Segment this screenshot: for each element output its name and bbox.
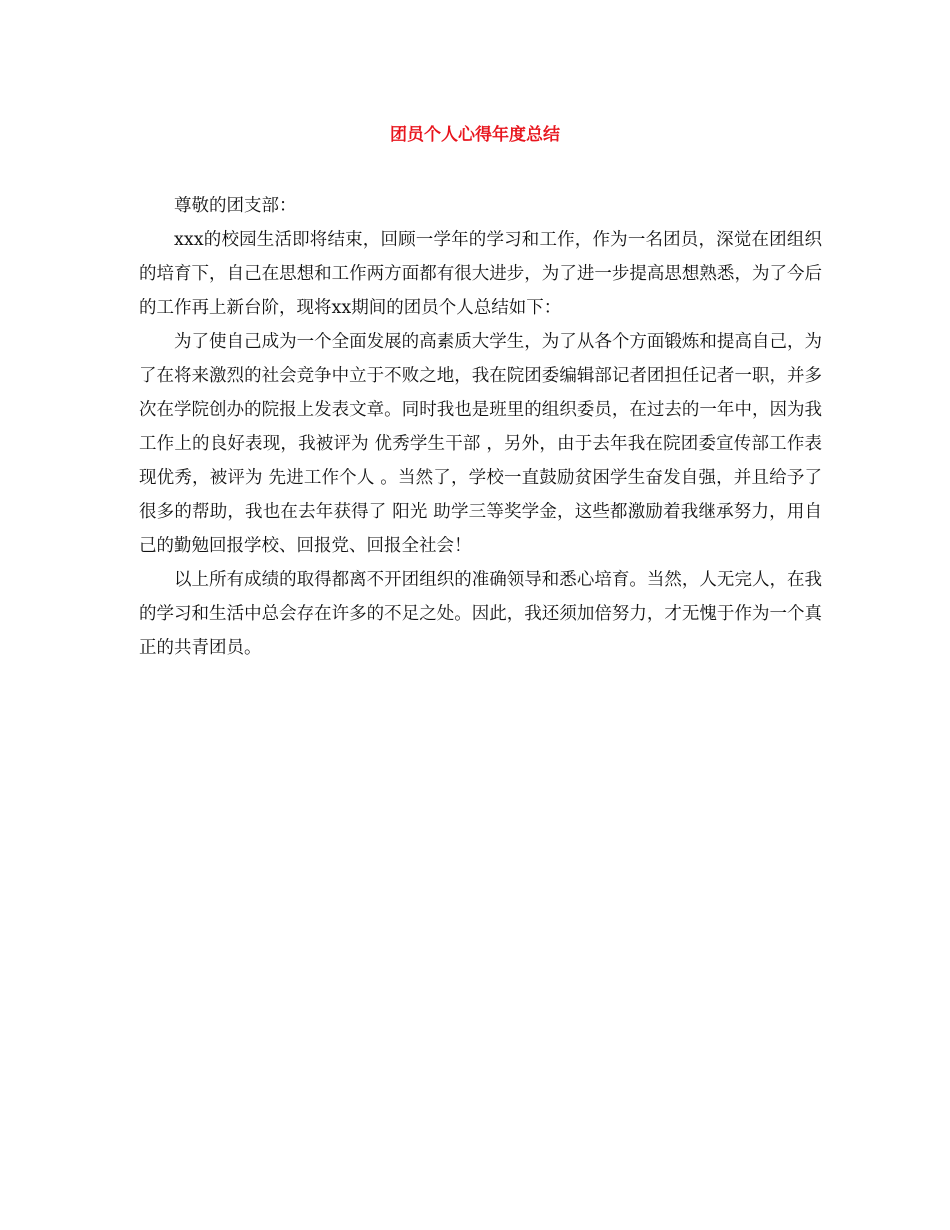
document-body (139, 189, 822, 665)
body-paragraph: 以上所有成绩的取得都离不开团组织的准确领导和悉心培育。当然，人无完人，在我的学习和生活中总会存在许多的不足之处。因此，我还须加倍努力，才无愧于作为一个真正的共青团员。 (139, 570, 822, 658)
body-paragraph: 为了使自己成为一个全面发展的高素质大学生，为了从各个方面锻炼和提高自己，为了在将来激烈的社会竞争中立于不败之地，我在院团委编辑部记者团担任记者一职，并多次在学院创办的院报上发表文章。同时我也是班里的组织委员，在过去的一年中，因为我工作上的良好表现，我被评为 优秀学生干部 ，另外，由于去年我在院团委宣传部工作表现优秀，被评为 先进工作个人 。当然了，学校一直鼓励贫困学生奋发自强，并且给予了很多的帮助，我也在去年获得了 阳光 助学三等奖学金，这些都激励着我继承努力，用自己的勤勉回报学校、回报党、回报全社会！ (139, 332, 822, 556)
document-title: 团员个人心得年度总结 (390, 125, 560, 145)
body-paragraph: xxx的校园生活即将结束，回顾一学年的学习和工作，作为一名团员，深觉在团组织的培育下，自己在思想和工作两方面都有很大进步，为了进一步提高思想熟悉，为了今后的工作再上新台阶，现将xx期间的团员个人总结如下： (139, 230, 822, 318)
salutation: 尊敬的团支部： (174, 196, 297, 216)
